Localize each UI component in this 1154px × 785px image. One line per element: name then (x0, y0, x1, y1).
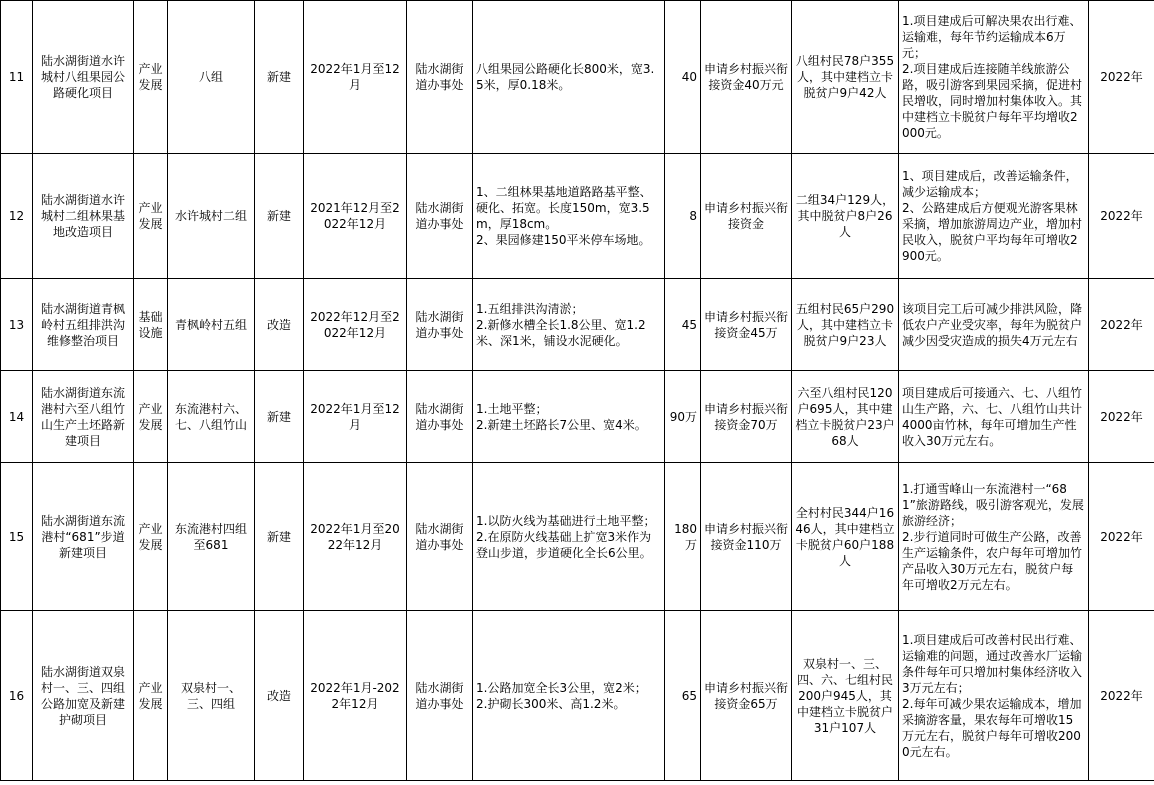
construction-type: 改造 (255, 611, 304, 781)
beneficiaries: 八组村民78户355人，其中建档立卡脱贫户9户42人 (792, 1, 899, 154)
row-number: 11 (1, 1, 33, 154)
construction-period: 2022年1月至12月 (304, 1, 407, 154)
project-location: 青枫岭村五组 (168, 279, 255, 371)
funding-source: 申请乡村振兴衔接资金110万 (701, 463, 792, 611)
expected-benefits: 项目建成后可接通六、七、八组竹山生产路，六、七、八组竹山共计4000亩竹林，每年可增加生产性收入30万元左右。 (899, 371, 1089, 463)
investment-amount: 65 (665, 611, 701, 781)
funding-source: 申请乡村振兴衔接资金 (701, 154, 792, 279)
row-number: 16 (1, 611, 33, 781)
project-location: 东流港村六、七、八组竹山 (168, 371, 255, 463)
beneficiaries: 六至八组村民120户695人，其中建档立卡脱贫户23户68人 (792, 371, 899, 463)
row-number: 12 (1, 154, 33, 279)
investment-amount: 90万 (665, 371, 701, 463)
construction-type: 新建 (255, 463, 304, 611)
project-name: 陆水湖街道东流港村六至八组竹山生产土坯路新建项目 (33, 371, 134, 463)
project-category: 产业发展 (134, 371, 168, 463)
responsible-unit: 陆水湖街道办事处 (407, 371, 473, 463)
project-location: 双泉村一、三、四组 (168, 611, 255, 781)
construction-period: 2022年1月-2022年12月 (304, 611, 407, 781)
construction-type: 改造 (255, 279, 304, 371)
project-name: 陆水湖街道双泉村一、三、四组公路加宽及新建护砌项目 (33, 611, 134, 781)
construction-content: 1.以防火线为基础进行土地平整； 2.在原防火线基础上扩宽3米作为登山步道，步道硬化全长6公里。 (473, 463, 665, 611)
table-row (1, 611, 1154, 781)
beneficiaries: 全村村民344户1646人，其中建档立卡脱贫户60户188人 (792, 463, 899, 611)
responsible-unit: 陆水湖街道办事处 (407, 611, 473, 781)
construction-period: 2022年1月至2022年12月 (304, 463, 407, 611)
funding-source: 申请乡村振兴衔接资金40万元 (701, 1, 792, 154)
investment-amount: 40 (665, 1, 701, 154)
construction-content: 1.公路加宽全长3公里，宽2米； 2.护砌长300米、高1.2米。 (473, 611, 665, 781)
beneficiaries: 二组34户129人，其中脱贫户8户26人 (792, 154, 899, 279)
table-row (1, 1, 1154, 154)
responsible-unit: 陆水湖街道办事处 (407, 1, 473, 154)
row-number: 15 (1, 463, 33, 611)
table-row (1, 371, 1154, 463)
expected-benefits: 1.项目建成后可改善村民出行难、运输难的问题，通过改善水厂运输条件每年可只增加村集体经济收入3万元左右； 2.每年可减少果农运输成本，增加采摘游客量，果农每年可增收15万元左右，脱贫户每年可增收2000元左右。 (899, 611, 1089, 781)
table-row (1, 463, 1154, 611)
project-category: 基础设施 (134, 279, 168, 371)
expected-benefits: 该项目完工后可减少排洪风险，降低农户产业受灾率，每年为脱贫户减少因受灾造成的损失4万元左右 (899, 279, 1089, 371)
construction-period: 2022年1月至12月 (304, 371, 407, 463)
table-row (1, 154, 1154, 279)
project-location: 八组 (168, 1, 255, 154)
project-name: 陆水湖街道水许城村二组林果基地改造项目 (33, 154, 134, 279)
project-location: 水许城村二组 (168, 154, 255, 279)
table-row (1, 279, 1154, 371)
construction-content: 1、二组林果基地道路路基平整、硬化、拓宽。长度150m，宽3.5m，厚18cm。 2、果园修建150平米停车场地。 (473, 154, 665, 279)
construction-period: 2022年12月至2022年12月 (304, 279, 407, 371)
project-category: 产业发展 (134, 1, 168, 154)
project-category: 产业发展 (134, 611, 168, 781)
project-category: 产业发展 (134, 154, 168, 279)
investment-amount: 180万 (665, 463, 701, 611)
project-category: 产业发展 (134, 463, 168, 611)
project-name: 陆水湖街道东流港村“681”步道新建项目 (33, 463, 134, 611)
project-year: 2022年 (1089, 154, 1154, 279)
project-year: 2022年 (1089, 371, 1154, 463)
construction-content: 八组果园公路硬化长800米，宽3.5米，厚0.18米。 (473, 1, 665, 154)
funding-source: 申请乡村振兴衔接资金70万 (701, 371, 792, 463)
responsible-unit: 陆水湖街道办事处 (407, 463, 473, 611)
beneficiaries: 双泉村一、三、四、六、七组村民200户945人，其中建档立卡脱贫户31户107人 (792, 611, 899, 781)
project-year: 2022年 (1089, 279, 1154, 371)
construction-period: 2021年12月至2022年12月 (304, 154, 407, 279)
expected-benefits: 1.项目建成后可解决果农出行难、运输难，每年节约运输成本6万元； 2.项目建成后连接随羊线旅游公路，吸引游客到果园采摘，促进村民增收，同时增加村集体收入。其中建档立卡脱贫户每年平均增收2000元。 (899, 1, 1089, 154)
construction-type: 新建 (255, 1, 304, 154)
project-year: 2022年 (1089, 1, 1154, 154)
funding-source: 申请乡村振兴衔接资金65万 (701, 611, 792, 781)
expected-benefits: 1、项目建成后，改善运输条件，减少运输成本； 2、公路建成后方便观光游客果林采摘，增加旅游周边产业，增加村民收入，脱贫户平均每年可增收2900元。 (899, 154, 1089, 279)
responsible-unit: 陆水湖街道办事处 (407, 154, 473, 279)
project-name: 陆水湖街道青枫岭村五组排洪沟维修整治项目 (33, 279, 134, 371)
project-year: 2022年 (1089, 463, 1154, 611)
investment-amount: 45 (665, 279, 701, 371)
construction-type: 新建 (255, 371, 304, 463)
row-number: 13 (1, 279, 33, 371)
project-location: 东流港村四组至681 (168, 463, 255, 611)
responsible-unit: 陆水湖街道办事处 (407, 279, 473, 371)
construction-content: 1.土地平整； 2.新建土坯路长7公里、宽4米。 (473, 371, 665, 463)
row-number: 14 (1, 371, 33, 463)
funding-source: 申请乡村振兴衔接资金45万 (701, 279, 792, 371)
expected-benefits: 1.打通雪峰山一东流港村一“681”旅游路线，吸引游客观光，发展旅游经济； 2.步行道同时可做生产公路，改善生产运输条件，农户每年可增加竹产品收入30万元左右，脱贫户每年可增收2万元左右。 (899, 463, 1089, 611)
beneficiaries: 五组村民65户290人，其中建档立卡脱贫户9户23人 (792, 279, 899, 371)
construction-type: 新建 (255, 154, 304, 279)
investment-amount: 8 (665, 154, 701, 279)
project-year: 2022年 (1089, 611, 1154, 781)
project-name: 陆水湖街道水许城村八组果园公路硬化项目 (33, 1, 134, 154)
construction-content: 1.五组排洪沟清淤； 2.新修水槽全长1.8公里、宽1.2米、深1米，铺设水泥硬化。 (473, 279, 665, 371)
